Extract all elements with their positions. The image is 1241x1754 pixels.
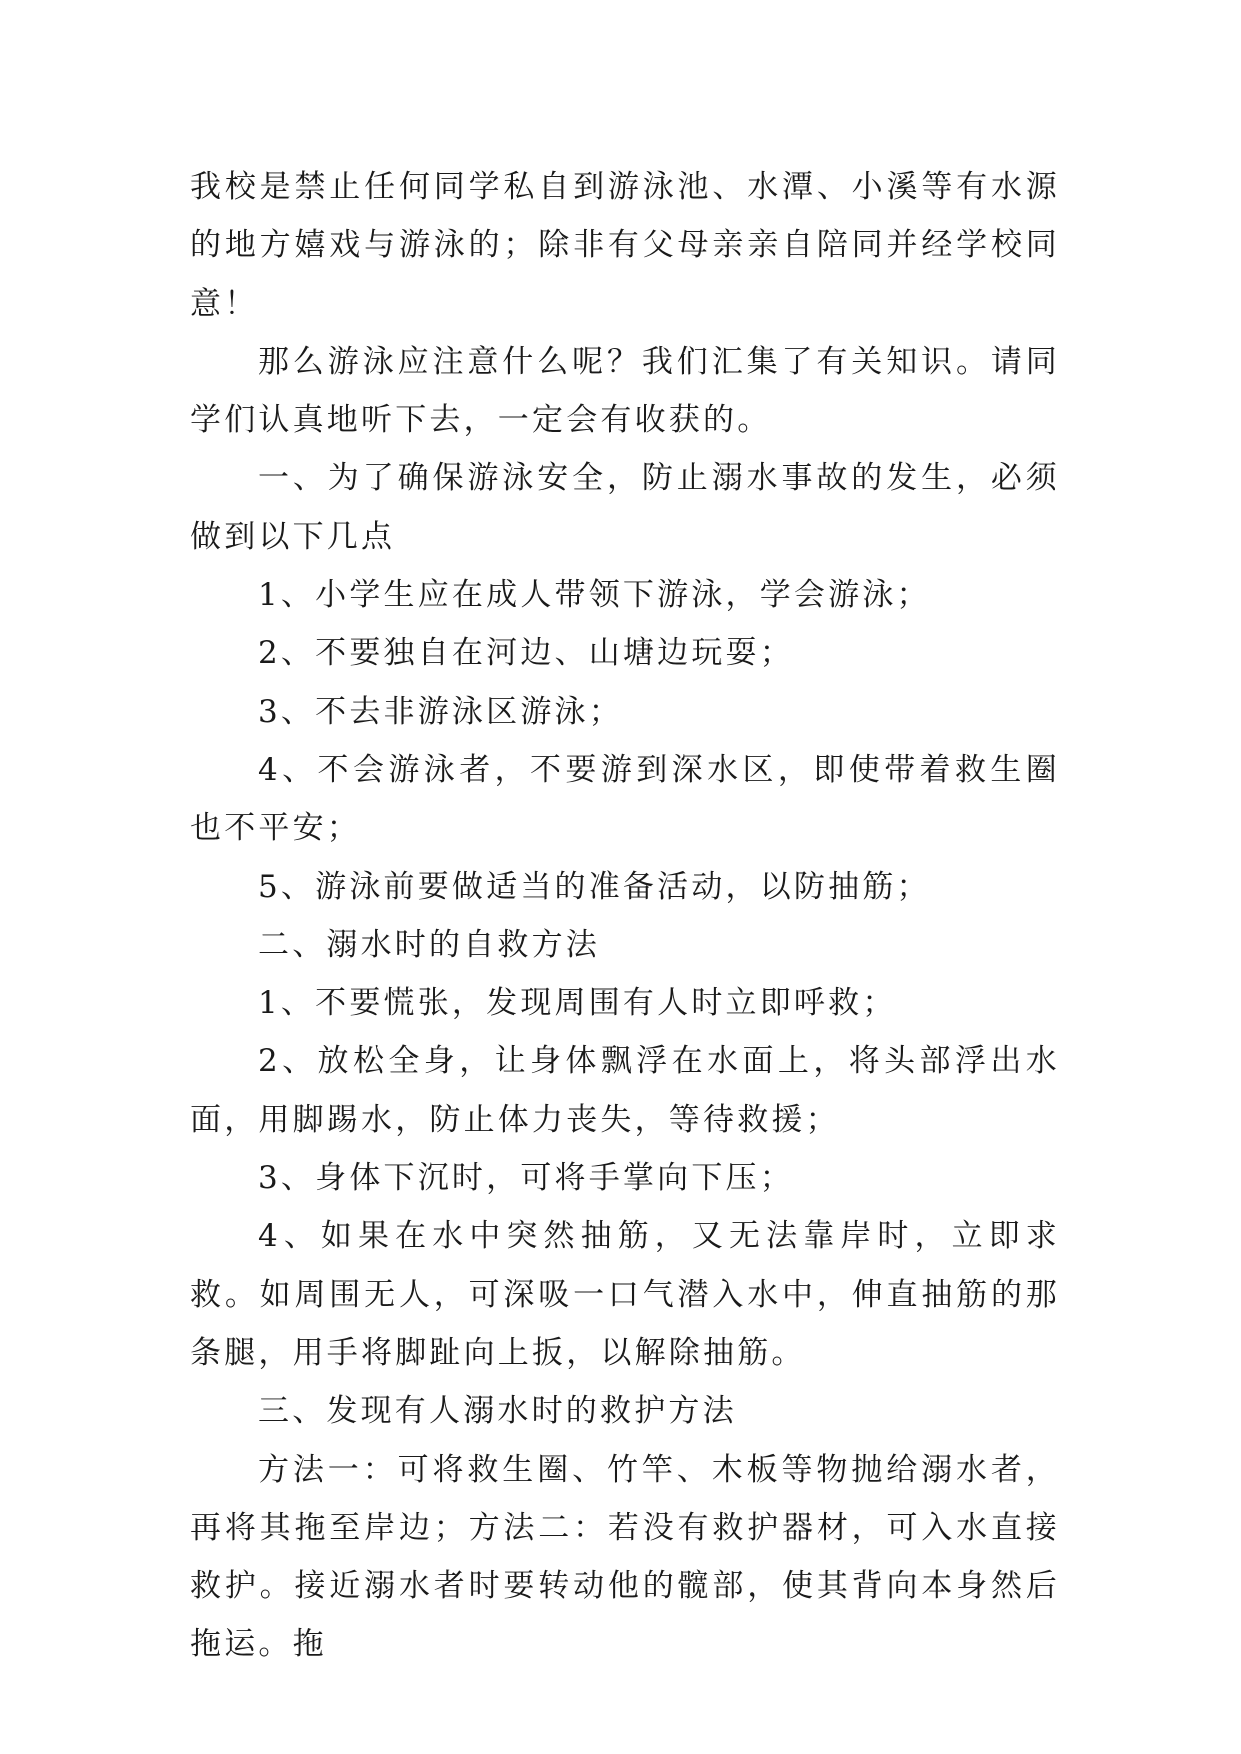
list-item: 4、不会游泳者，不要游到深水区，即使带着救生圈也不平安；	[190, 751, 1060, 847]
section-heading-1: 一、为了确保游泳安全，防止溺水事故的发生，必须做到以下几点	[190, 460, 1060, 555]
list-item: 2、放松全身，让身体飘浮在水面上，将头部浮出水面，用脚踢水，防止体力丧失，等待救援；	[190, 1043, 1060, 1138]
paragraph-intro: 我校是禁止任何同学私自到游泳池、水潭、小溪等有水源的地方嬉戏与游泳的；除非有父母亲亲自陪同并经学校同意！	[190, 169, 1060, 322]
section-heading-3: 三、发现有人溺水时的救护方法	[258, 1393, 737, 1430]
list-item: 3、不去非游泳区游泳；	[258, 693, 623, 730]
list-item: 3、身体下沉时，可将手掌向下压；	[258, 1160, 794, 1197]
paragraph-question: 那么游泳应注意什么呢？我们汇集了有关知识。请同学们认真地听下去，一定会有收获的。	[190, 343, 1060, 439]
list-item: 1、不要慌张，发现周围有人时立即呼救；	[258, 985, 897, 1022]
list-item: 1、小学生应在成人带领下游泳，学会游泳；	[258, 577, 931, 614]
section-heading-2: 二、溺水时的自救方法	[258, 926, 600, 963]
body-text	[190, 158, 1060, 1674]
paragraph-rescue-methods: 方法一：可将救生圈、竹竿、木板等物抛给溺水者，再将其拖至岸边；方法二：若没有救护器材，可入水直接救护。接近溺水者时要转动他的髋部，使其背向本身然后拖运。拖	[190, 1451, 1060, 1663]
list-item: 2、不要独自在河边、山塘边玩耍；	[258, 635, 794, 672]
list-item: 4、如果在水中突然抽筋，又无法靠岸时，立即求救。如周围无人，可深吸一口气潜入水中，伸直抽筋的那条腿，用手将脚趾向上扳，以解除抽筋。	[190, 1218, 1060, 1371]
list-item: 5、游泳前要做适当的准备活动，以防抽筋；	[258, 868, 931, 905]
